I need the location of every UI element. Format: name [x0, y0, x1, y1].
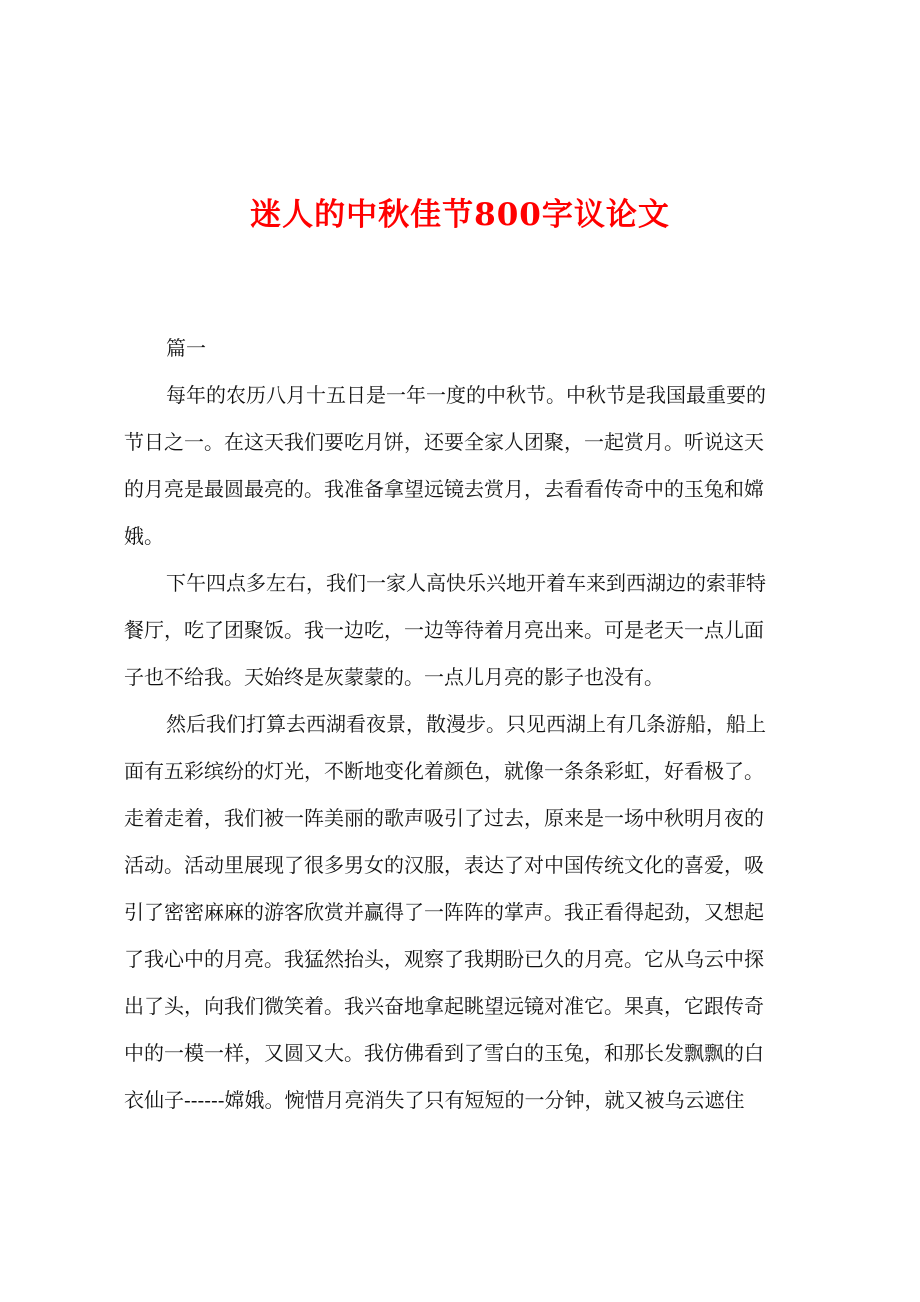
- text-line: 了我心中的月亮。我猛然抬头，观察了我期盼已久的月亮。它从乌云中探: [124, 947, 764, 971]
- text-line: 衣仙子------嫦娥。惋惜月亮消失了只有短短的一分钟，就又被乌云遮住: [124, 1088, 745, 1112]
- text-line: 每年的农历八月十五日是一年一度的中秋节。中秋节是我国最重要的: [166, 383, 766, 407]
- text-line: 子也不给我。天始终是灰蒙蒙的。一点儿月亮的影子也没有。: [124, 665, 664, 689]
- text-line: 下午四点多左右，我们一家人高快乐兴地开着车来到西湖边的索菲特: [166, 571, 766, 595]
- text-line: 出了头，向我们微笑着。我兴奋地拿起眺望远镜对准它。果真，它跟传奇: [124, 994, 764, 1018]
- section-heading: 篇一: [166, 336, 206, 360]
- text-line: 节日之一。在这天我们要吃月饼，还要全家人团聚，一起赏月。听说这天: [124, 430, 764, 454]
- document-title: 迷人的中秋佳节800字议论文: [250, 197, 670, 233]
- text-line: 中的一模一样，又圆又大。我仿佛看到了雪白的玉兔，和那长发飘飘的白: [124, 1041, 764, 1065]
- text-line: 走着走着，我们被一阵美丽的歌声吸引了过去，原来是一场中秋明月夜的: [124, 806, 764, 830]
- text-line: 娥。: [124, 524, 164, 548]
- text-line: 引了密密麻麻的游客欣赏并赢得了一阵阵的掌声。我正看得起劲，又想起: [124, 900, 764, 924]
- text-line: 活动。活动里展现了很多男女的汉服，表达了对中国传统文化的喜爱，吸: [124, 853, 764, 877]
- text-line: 面有五彩缤纷的灯光，不断地变化着颜色，就像一条条彩虹，好看极了。: [124, 759, 764, 783]
- text-line: 餐厅，吃了团聚饭。我一边吃，一边等待着月亮出来。可是老天一点儿面: [124, 618, 764, 642]
- text-line: 的月亮是最圆最亮的。我准备拿望远镜去赏月，去看看传奇中的玉兔和嫦: [124, 477, 764, 501]
- document-body: [124, 325, 824, 1124]
- text-line: 然后我们打算去西湖看夜景，散漫步。只见西湖上有几条游船，船上: [166, 712, 766, 736]
